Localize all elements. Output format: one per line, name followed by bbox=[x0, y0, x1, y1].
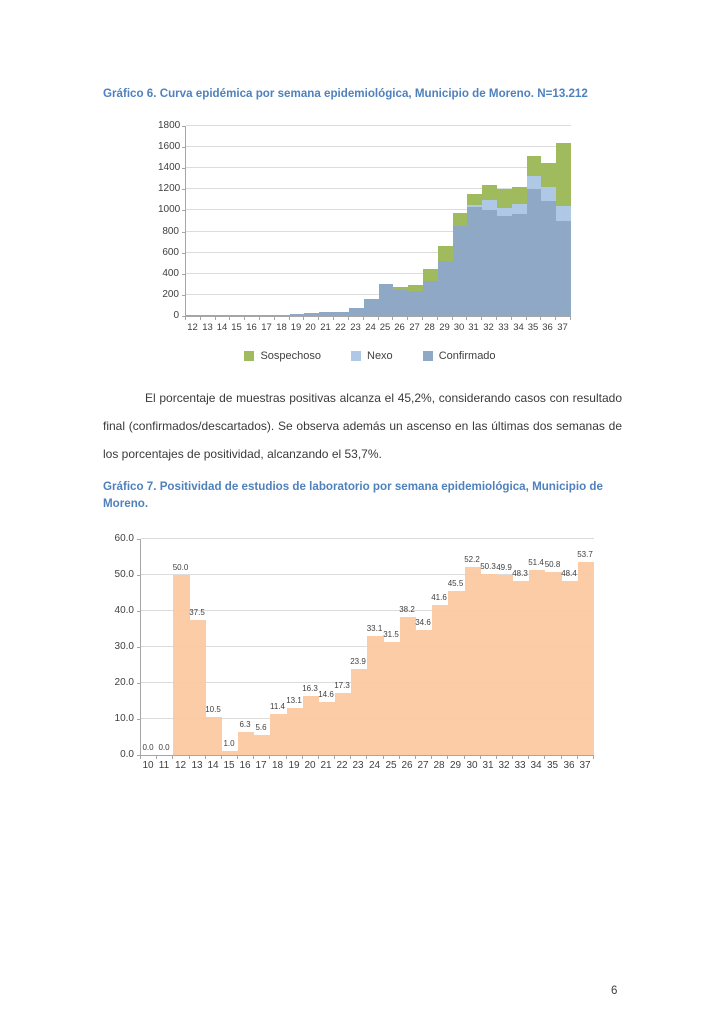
bar bbox=[384, 642, 400, 755]
y-axis-tick bbox=[137, 611, 140, 612]
y-axis-tick bbox=[137, 539, 140, 540]
bar-segment-sospechoso bbox=[453, 213, 467, 226]
x-axis-tick-label: 14 bbox=[216, 322, 228, 333]
bar-segment-confirmado bbox=[556, 221, 571, 316]
y-axis-tick-label: 1800 bbox=[158, 120, 181, 131]
x-axis-tick bbox=[466, 317, 467, 320]
bar-segment-confirmado bbox=[319, 312, 334, 316]
y-axis-tick-label: 20.0 bbox=[114, 677, 134, 688]
bar-segment-confirmado bbox=[275, 315, 290, 316]
y-axis-tick bbox=[182, 147, 185, 148]
stacked-bar bbox=[260, 126, 275, 316]
x-axis-tick bbox=[383, 756, 384, 759]
stacked-bar bbox=[393, 126, 408, 316]
bar-value-label: 11.4 bbox=[270, 702, 285, 711]
bar bbox=[416, 630, 432, 755]
bar-value-label: 52.2 bbox=[464, 555, 480, 564]
bar-value-label: 37.5 bbox=[189, 608, 205, 617]
x-axis-tick-label: 37 bbox=[579, 760, 591, 771]
legend-label: Confirmado bbox=[438, 350, 496, 362]
legend-label: Sospechoso bbox=[260, 350, 321, 362]
x-axis-tick bbox=[480, 756, 481, 759]
bar-value-label: 6.3 bbox=[239, 720, 251, 729]
x-axis-tick bbox=[392, 317, 393, 320]
bar-segment-confirmado bbox=[230, 315, 245, 316]
x-axis-tick-label: 19 bbox=[290, 322, 302, 333]
y-axis-tick-label: 40.0 bbox=[114, 605, 134, 616]
bar-value-label: 33.1 bbox=[366, 624, 383, 633]
x-axis-tick bbox=[496, 317, 497, 320]
x-axis-tick bbox=[544, 756, 545, 759]
y-axis-tick-label: 0 bbox=[173, 310, 179, 321]
x-axis-tick bbox=[348, 317, 349, 320]
bar-segment-confirmado bbox=[304, 313, 319, 316]
x-axis-tick-label: 30 bbox=[466, 760, 478, 771]
bar-segment-confirmado bbox=[186, 315, 201, 316]
stacked-bar bbox=[556, 126, 571, 316]
x-axis-tick-label: 35 bbox=[546, 760, 559, 771]
bar-segment-sospechoso bbox=[541, 163, 556, 187]
bar-value-label: 53.7 bbox=[577, 550, 593, 559]
x-axis-tick-label: 13 bbox=[191, 760, 203, 771]
x-axis-tick bbox=[259, 317, 260, 320]
y-axis-tick bbox=[182, 189, 185, 190]
x-axis-tick bbox=[334, 756, 335, 759]
bar-segment-confirmado bbox=[527, 189, 541, 316]
bar-value-label: 13.1 bbox=[286, 696, 302, 705]
y-axis-tick-label: 800 bbox=[162, 226, 179, 237]
bar-segment-confirmado bbox=[201, 315, 216, 316]
stacked-bar bbox=[275, 126, 290, 316]
y-axis-tick-label: 1400 bbox=[158, 162, 181, 173]
stacked-bar bbox=[438, 126, 453, 316]
y-axis-tick-label: 200 bbox=[162, 289, 179, 300]
bar bbox=[545, 572, 562, 755]
bar bbox=[222, 751, 238, 755]
x-axis-tick-label: 29 bbox=[439, 322, 450, 333]
x-axis-tick bbox=[407, 317, 408, 320]
bar-value-label: 41.6 bbox=[431, 593, 447, 602]
chart-legend bbox=[158, 350, 582, 362]
grafico7-title: Gráfico 7. Positividad de estudios de laboratorio por semana epidemiológica, Municipio de Moreno. bbox=[103, 480, 603, 510]
x-axis-tick bbox=[189, 756, 190, 759]
bar bbox=[578, 562, 594, 755]
x-axis-tick bbox=[318, 317, 319, 320]
plot-area bbox=[185, 126, 571, 317]
x-axis-tick bbox=[561, 756, 562, 759]
bar-value-label: 0.0 bbox=[142, 743, 154, 752]
bar bbox=[448, 591, 465, 755]
x-axis-tick bbox=[452, 317, 453, 320]
x-axis-tick-label: 36 bbox=[563, 760, 575, 771]
bar bbox=[206, 717, 222, 755]
bar bbox=[319, 702, 335, 755]
bar-value-label: 48.4 bbox=[561, 569, 577, 578]
x-axis-tick bbox=[577, 756, 578, 759]
bar-segment-sospechoso bbox=[556, 143, 571, 206]
y-axis-tick-label: 10.0 bbox=[114, 713, 134, 724]
x-axis-tick-label: 21 bbox=[320, 322, 331, 333]
x-axis-tick bbox=[511, 317, 512, 320]
bar-value-label: 50.0 bbox=[172, 563, 189, 572]
x-axis-tick bbox=[269, 756, 270, 759]
y-axis-tick bbox=[137, 647, 140, 648]
x-axis-tick-label: 20 bbox=[305, 322, 316, 333]
x-axis-tick-label: 26 bbox=[401, 760, 413, 771]
bar bbox=[335, 693, 351, 755]
stacked-bar bbox=[319, 126, 334, 316]
x-axis-tick bbox=[570, 317, 571, 320]
legend-swatch-icon bbox=[351, 351, 361, 361]
y-axis-tick bbox=[137, 683, 140, 684]
bar-value-label: 0.0 bbox=[158, 743, 170, 752]
x-axis-tick bbox=[185, 317, 186, 320]
stacked-bar bbox=[379, 126, 393, 316]
body-paragraph: El porcentaje de muestras positivas alcanza el 45,2%, considerando casos con resultado final (confirmados/descartados). Se observa además un ascenso en las últimas dos semanas de los porcentajes de positividad, alcanzando el 53,7%. bbox=[103, 391, 622, 461]
y-axis-tick bbox=[182, 232, 185, 233]
bar-segment-confirmado bbox=[408, 291, 423, 316]
bar-segment-nexo bbox=[512, 204, 527, 214]
x-axis-tick bbox=[215, 317, 216, 320]
bar-value-label: 14.6 bbox=[318, 690, 334, 699]
x-axis-tick-label: 24 bbox=[365, 322, 376, 333]
bar bbox=[190, 620, 206, 755]
x-axis-tick bbox=[253, 756, 254, 759]
x-axis-tick bbox=[286, 756, 287, 759]
x-axis-tick bbox=[205, 756, 206, 759]
bar-segment-confirmado bbox=[393, 290, 408, 316]
x-axis-tick-label: 27 bbox=[417, 760, 429, 771]
x-axis-tick-label: 33 bbox=[514, 760, 526, 771]
stacked-bar bbox=[186, 126, 201, 316]
x-axis-tick bbox=[229, 317, 230, 320]
y-axis-tick-label: 1600 bbox=[158, 141, 181, 152]
bar-value-label: 50.3 bbox=[480, 562, 496, 571]
bar-segment-confirmado bbox=[453, 226, 467, 316]
x-axis-tick bbox=[555, 317, 556, 320]
x-axis-tick-label: 30 bbox=[453, 322, 465, 333]
page-number: 6 bbox=[611, 985, 618, 997]
y-axis-tick bbox=[182, 210, 185, 211]
bar-segment-nexo bbox=[497, 208, 512, 216]
x-axis-tick bbox=[464, 756, 465, 759]
x-axis-tick bbox=[350, 756, 351, 759]
x-axis-tick-label: 19 bbox=[288, 760, 300, 771]
x-axis-tick bbox=[303, 317, 304, 320]
y-axis-tick-label: 50.0 bbox=[114, 569, 134, 580]
stacked-bar bbox=[230, 126, 245, 316]
x-axis-tick-label: 22 bbox=[336, 760, 348, 771]
bar bbox=[270, 714, 287, 755]
x-axis-tick-label: 16 bbox=[239, 760, 251, 771]
bar-segment-confirmado bbox=[512, 214, 527, 316]
stacked-bar bbox=[290, 126, 304, 316]
x-axis-tick-label: 25 bbox=[385, 760, 397, 771]
bar-segment-nexo bbox=[556, 206, 571, 221]
x-axis-tick-label: 15 bbox=[231, 322, 242, 333]
x-axis-tick-label: 18 bbox=[271, 760, 284, 771]
bar-value-label: 49.9 bbox=[496, 563, 512, 572]
bar-segment-sospechoso bbox=[467, 194, 482, 206]
bar-segment-confirmado bbox=[467, 207, 482, 316]
y-axis-tick-label: 1200 bbox=[158, 183, 181, 194]
legend-item-sospechoso bbox=[244, 350, 321, 362]
bar-segment-sospechoso bbox=[438, 246, 453, 261]
x-axis-tick-label: 31 bbox=[468, 322, 479, 333]
bar bbox=[562, 581, 578, 755]
grafico6-title: Gráfico 6. Curva epidémica por semana epidemiológica, Municipio de Moreno. N=13.212 bbox=[103, 87, 588, 100]
stacked-bar bbox=[423, 126, 438, 316]
x-axis-tick-label: 29 bbox=[449, 760, 462, 771]
x-axis-tick bbox=[415, 756, 416, 759]
x-axis-tick-label: 20 bbox=[304, 760, 316, 771]
y-axis-tick-label: 1000 bbox=[158, 204, 181, 215]
bar-segment-confirmado bbox=[379, 284, 393, 316]
bar-segment-confirmado bbox=[541, 201, 556, 316]
stacked-bar bbox=[216, 126, 230, 316]
x-axis-tick-label: 34 bbox=[530, 760, 542, 771]
x-axis-tick-label: 23 bbox=[350, 322, 361, 333]
x-axis-tick-label: 35 bbox=[527, 322, 539, 333]
legend-label: Nexo bbox=[367, 350, 393, 362]
y-axis-tick bbox=[137, 719, 140, 720]
y-axis-tick-label: 600 bbox=[162, 247, 179, 258]
x-axis-tick-label: 10 bbox=[142, 760, 154, 771]
stacked-bar bbox=[527, 126, 541, 316]
x-axis-tick-label: 11 bbox=[158, 760, 170, 771]
bar-segment-confirmado bbox=[497, 216, 512, 316]
bar-segment-confirmado bbox=[260, 315, 275, 316]
y-axis-tick bbox=[182, 295, 185, 296]
x-axis-tick-label: 34 bbox=[513, 322, 524, 333]
x-axis-tick bbox=[172, 756, 173, 759]
grafico6-epidemic-curve-chart bbox=[158, 116, 582, 368]
bar-segment-sospechoso bbox=[512, 187, 527, 204]
x-axis-tick bbox=[431, 756, 432, 759]
grafico7-positivity-chart bbox=[100, 531, 615, 787]
x-axis-tick-label: 24 bbox=[368, 760, 381, 771]
x-axis-tick bbox=[526, 317, 527, 320]
bar-segment-confirmado bbox=[349, 308, 364, 316]
bar-value-label: 51.4 bbox=[528, 558, 544, 567]
bar bbox=[481, 574, 497, 755]
x-axis-tick bbox=[399, 756, 400, 759]
bar bbox=[367, 636, 384, 755]
legend-swatch-icon bbox=[423, 351, 433, 361]
x-axis-tick-label: 17 bbox=[261, 322, 272, 333]
x-axis-tick bbox=[302, 756, 303, 759]
bar-segment-nexo bbox=[527, 176, 541, 189]
stacked-bar bbox=[453, 126, 467, 316]
legend-item-confirmado bbox=[423, 350, 496, 362]
x-axis-tick bbox=[422, 317, 423, 320]
stacked-bar bbox=[364, 126, 379, 316]
stacked-bar bbox=[245, 126, 260, 316]
bar bbox=[173, 575, 190, 755]
x-axis-tick-label: 15 bbox=[223, 760, 235, 771]
x-axis-tick bbox=[496, 756, 497, 759]
stacked-bar bbox=[349, 126, 364, 316]
bar-segment-confirmado bbox=[482, 210, 497, 316]
x-axis-tick bbox=[447, 756, 448, 759]
bar-value-label: 45.5 bbox=[447, 579, 464, 588]
x-axis-tick-label: 12 bbox=[174, 760, 187, 771]
x-axis-tick-label: 33 bbox=[498, 322, 509, 333]
bar-segment-sospechoso bbox=[482, 185, 497, 200]
x-axis-tick bbox=[289, 317, 290, 320]
x-axis-tick-label: 28 bbox=[433, 760, 445, 771]
x-axis-tick bbox=[200, 317, 201, 320]
x-axis-tick bbox=[221, 756, 222, 759]
bar-value-label: 16.3 bbox=[302, 684, 318, 693]
stacked-bar bbox=[304, 126, 319, 316]
stacked-bar bbox=[201, 126, 216, 316]
x-axis-tick bbox=[363, 317, 364, 320]
bar-segment-confirmado bbox=[245, 315, 260, 316]
bar-segment-confirmado bbox=[364, 299, 379, 316]
bar-value-label: 31.5 bbox=[383, 630, 399, 639]
y-axis-tick-label: 30.0 bbox=[114, 641, 134, 652]
x-axis-tick-label: 27 bbox=[409, 322, 420, 333]
x-axis-tick bbox=[156, 756, 157, 759]
bar-value-label: 34.6 bbox=[415, 618, 431, 627]
bar-segment-confirmado bbox=[216, 315, 230, 316]
bar-value-label: 23.9 bbox=[350, 657, 366, 666]
stacked-bar bbox=[541, 126, 556, 316]
x-axis-tick bbox=[333, 317, 334, 320]
x-axis-tick bbox=[437, 317, 438, 320]
x-axis-tick-label: 37 bbox=[557, 322, 568, 333]
bar-value-label: 5.6 bbox=[255, 723, 267, 732]
x-axis-tick bbox=[318, 756, 319, 759]
x-axis-tick-label: 23 bbox=[352, 760, 364, 771]
x-axis-tick bbox=[366, 756, 367, 759]
legend-item-nexo bbox=[351, 350, 393, 362]
x-axis-tick-label: 31 bbox=[482, 760, 494, 771]
x-axis-tick bbox=[237, 756, 238, 759]
x-axis-tick bbox=[378, 317, 379, 320]
bar-segment-nexo bbox=[482, 200, 497, 210]
bar-value-label: 38.2 bbox=[399, 605, 415, 614]
x-axis-tick-label: 25 bbox=[379, 322, 391, 333]
bar bbox=[465, 567, 481, 755]
bar-segment-confirmado bbox=[438, 261, 453, 316]
stacked-bar bbox=[482, 126, 497, 316]
x-axis-tick-label: 14 bbox=[207, 760, 219, 771]
x-axis-tick-label: 22 bbox=[335, 322, 346, 333]
bar-value-label: 1.0 bbox=[223, 739, 235, 748]
gridline bbox=[141, 538, 594, 539]
x-axis-tick-label: 21 bbox=[320, 760, 332, 771]
stacked-bar bbox=[512, 126, 527, 316]
bar-segment-sospechoso bbox=[423, 269, 438, 281]
x-axis-tick-label: 17 bbox=[255, 760, 267, 771]
bar-segment-confirmado bbox=[290, 314, 304, 316]
x-axis-tick-label: 28 bbox=[424, 322, 435, 333]
bar bbox=[513, 581, 529, 755]
y-axis-tick bbox=[182, 126, 185, 127]
x-axis-tick bbox=[140, 756, 141, 759]
bar bbox=[432, 605, 448, 755]
y-axis-tick-label: 0.0 bbox=[120, 749, 134, 760]
y-axis-tick bbox=[182, 253, 185, 254]
y-axis-tick-label: 400 bbox=[162, 268, 179, 279]
x-axis-tick bbox=[512, 756, 513, 759]
x-axis-tick-label: 36 bbox=[542, 322, 553, 333]
bar bbox=[254, 735, 270, 755]
x-axis-tick-label: 32 bbox=[483, 322, 494, 333]
x-axis-tick bbox=[274, 317, 275, 320]
stacked-bar bbox=[497, 126, 512, 316]
legend-swatch-icon bbox=[244, 351, 254, 361]
bar-value-label: 10.5 bbox=[205, 705, 221, 714]
y-axis-tick bbox=[137, 575, 140, 576]
x-axis-tick bbox=[244, 317, 245, 320]
bar-segment-nexo bbox=[541, 187, 556, 201]
bar bbox=[529, 570, 545, 755]
x-axis-tick-label: 12 bbox=[187, 322, 198, 333]
stacked-bar bbox=[467, 126, 482, 316]
x-axis-tick bbox=[540, 317, 541, 320]
x-axis-tick bbox=[593, 756, 594, 759]
x-axis-tick bbox=[481, 317, 482, 320]
bar-value-label: 17.3 bbox=[334, 681, 350, 690]
bar-segment-confirmado bbox=[423, 281, 438, 316]
stacked-bar bbox=[408, 126, 423, 316]
x-axis-tick-label: 26 bbox=[394, 322, 405, 333]
x-axis-tick bbox=[528, 756, 529, 759]
bar bbox=[497, 575, 513, 755]
y-axis-tick bbox=[182, 274, 185, 275]
x-axis-tick-label: 18 bbox=[276, 322, 287, 333]
x-axis-tick-label: 32 bbox=[498, 760, 510, 771]
bar-value-label: 48.3 bbox=[512, 569, 528, 578]
y-axis-tick-label: 60.0 bbox=[114, 533, 134, 544]
bar-segment-sospechoso bbox=[527, 156, 541, 176]
bar-value-label: 50.8 bbox=[544, 560, 561, 569]
bar-segment-confirmado bbox=[334, 312, 349, 316]
x-axis-tick-label: 13 bbox=[202, 322, 213, 333]
bar-segment-sospechoso bbox=[497, 189, 512, 207]
stacked-bar bbox=[334, 126, 349, 316]
y-axis-tick bbox=[182, 168, 185, 169]
bar bbox=[287, 708, 303, 755]
x-axis-tick-label: 16 bbox=[246, 322, 257, 333]
